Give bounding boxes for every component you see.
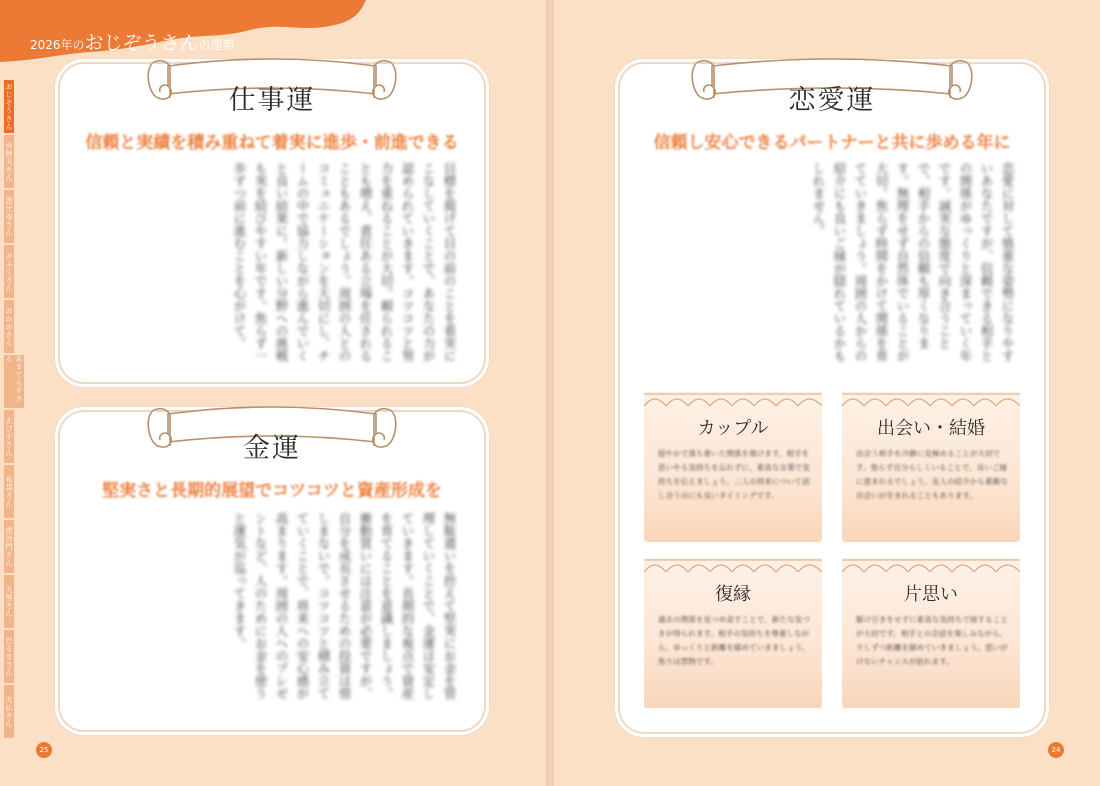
love-card [618,62,1046,734]
side-tab-7[interactable]: えびすさん [4,410,14,463]
money-card [58,410,486,732]
page-number-left: 25 [36,742,52,758]
money-title: 金運 [243,433,301,464]
side-tab-10[interactable]: 大黒さん [4,575,14,628]
money-heading: 堅実さと長期的展望でコツコツと資産形成を [102,481,442,501]
side-tab-9[interactable]: 毘沙門さん [4,520,14,573]
header-title [30,28,235,55]
love-box-crush [842,558,1020,708]
book-gutter [546,0,554,786]
side-tab-8[interactable]: 布袋さん [4,465,14,518]
love-body: 恋愛に対して慎重な姿勢になりやすいあなたですが、信頼できる相手との関係がゆっくりと深まっていく年です。誠実な態度で向き合うことで、相手からの信頼も厚くなります。無理をせず自然体でいることが大切。焦らず時間をかけて関係を育てていきましょう。周囲の人からの紹介にも良いご縁が隠れているかもしれません。 [811,162,1015,362]
scallop-border [644,392,822,406]
left-page [0,0,546,786]
love-box-reunion [644,558,822,708]
side-tab-2[interactable]: 弁財天さん [4,135,14,188]
header-name: おじぞうさん [84,32,199,54]
love-box-title: 片思い [904,584,958,605]
header-suffix: の運勢 [198,38,235,52]
header-year: 2026年の [30,38,85,52]
side-tab-12[interactable]: 大仏さん [4,685,14,738]
page-number-right: 24 [1048,742,1064,758]
love-heading: 信頼し安心できるパートナーと共に歩める年に [653,133,1011,153]
love-box-title: 出会い・結婚 [877,418,985,439]
side-tab-4[interactable]: おふくさん [4,245,14,298]
side-tab-11[interactable]: だるまさん [4,630,14,683]
side-tabs [4,80,32,740]
love-box-title: カップル [697,418,769,439]
work-body: 目標を掲げて目の前のことを着実にこなしていくことで、あなたの力が認められていきます。コツコツと努力を重ねることが大切。頼られることも増え、責任ある立場を任されることもあるでしょう。周囲の人とのコミュニケーションを大切にし、チームの中で協力しながら進んでいくと良い結果に。新しい分野への挑戦も実を結びやすい年です。焦らず一歩ずつ前に進むことを心がけて。 [232,162,457,362]
money-body: 無駄遣いを控えて堅実にお金を管理していくことで、金運は安定していきます。長期的な視点で資産を育てることを意識しましょう。衝動買いには注意が必要ですが、自分を成長させるための投資は惜しまないで。コツコツと積み立てていくことで、将来への安心感が高まります。周囲の人へのプレゼントなど、人のためにお金を使うと運気が巡ってきます。 [232,512,457,700]
side-tab-3[interactable]: 恵比寿さん [4,190,14,243]
love-box-title: 復縁 [715,584,751,605]
love-box-meeting [842,392,1020,542]
scallop-border [842,392,1020,406]
work-card [58,62,486,384]
side-tab-6[interactable]: あまてらすさん [4,355,24,408]
work-heading: 信頼と実績を積み重ねて着実に進歩・前進できる [85,133,459,153]
love-box-body: 出会う相手を冷静に見極めることが大切です。焦らず自分らしくいることで、良いご縁に恵まれるでしょう。友人の紹介から素敵な出会いが生まれることもあります。 [856,449,1008,500]
side-tab-5[interactable]: おかめさん [4,300,14,353]
scallop-border [842,558,1020,572]
love-box-body: 穏やかで落ち着いた関係を築けます。相手を思いやる気持ちを忘れずに、素直な言葉で気持ちを伝えましょう。二人の将来について話し合うのにも良いタイミングです。 [658,449,810,500]
love-box-body: 駆け引きをせずに素直な気持ちで接することが大切です。相手との会話を楽しみながら、少しずつ距離を縮めていきましょう。思いがけないチャンスが訪れます。 [856,615,1008,666]
side-tab-1[interactable]: おじぞうさん [4,80,14,133]
right-page [554,0,1100,786]
scallop-border [644,558,822,572]
work-title: 仕事運 [228,85,316,116]
love-box-body: 過去の関係を見つめ直すことで、新たな気づきが得られます。相手の気持ちを尊重しながら、ゆっくりと距離を縮めていきましょう。焦りは禁物です。 [658,615,810,666]
love-box-couple [644,392,822,542]
love-title: 恋愛運 [788,85,876,116]
